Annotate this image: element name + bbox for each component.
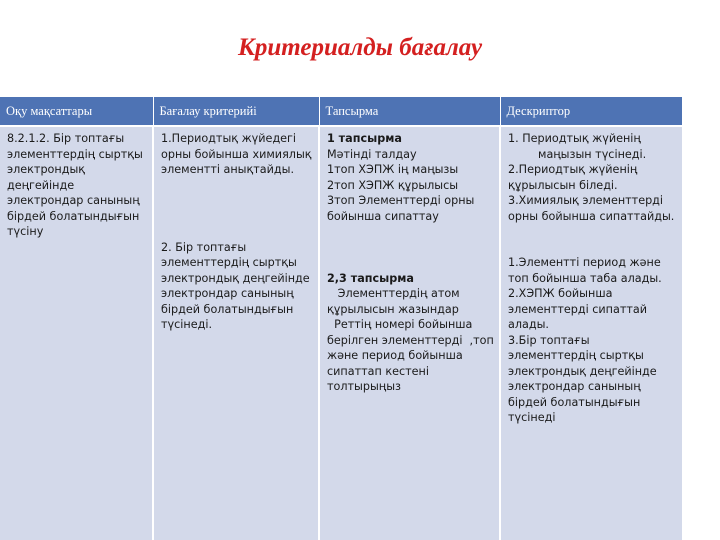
task-1-line: 2топ ХЭПЖ құрылысы [327, 178, 459, 192]
criterion-1: 1.Периодтық жүйедегі орны бойынша химиялық элементті анықтайды. [161, 132, 312, 176]
cell-descriptors [500, 126, 682, 540]
descriptor-2-item: 2.ХЭПЖ бойынша элементтерді сипаттай алады. [508, 287, 647, 331]
header-descriptor: Дескриптор [500, 97, 682, 126]
table-row [0, 126, 682, 540]
descriptor-1-indent: маңызын түсінеді. [538, 147, 647, 161]
descriptor-1-item: 3.Химиялық элементтерді орны бойынша сипаттайды. [508, 194, 675, 223]
header-learning-goals: Оқу мақсаттары [0, 97, 153, 126]
task-1-line: 3топ Элементтерді орны бойынша сипаттау [327, 194, 475, 223]
task-1-title: 1 тапсырма [327, 132, 402, 145]
criterion-2: 2. Бір топтағы элементтердің сыртқы электрондық деңгейінде электрондар санының бірдей болатындығын түсінеді. [161, 240, 310, 331]
descriptor-2-item: 1.Элементті период және топ бойынша таба алады. [508, 256, 662, 285]
table-header-row [0, 97, 682, 126]
header-assessment-criterion: Бағалау критерийі [153, 97, 319, 126]
learning-goal-text: 8.2.1.2. Бір топтағы элементтердің сыртқы электрондық деңгейінде электрондар санының бірдей болатындығын түсіну [7, 132, 143, 238]
cell-criteria [153, 126, 319, 540]
assessment-table [0, 97, 682, 540]
descriptor-2-item: 3.Бір топтағы элементтердің сыртқы электрондық деңгейінде электрондар санының бірдей болатындығын түсінеді [508, 333, 657, 424]
descriptor-1-first: 1. Периодтық жүйенің [508, 132, 641, 145]
task-2-title: 2,3 тапсырма [327, 271, 414, 285]
page-title: Критериалды бағалау [237, 34, 483, 61]
descriptor-1-item: 2.Периодтық жүйенің құрылысын біледі. [508, 163, 638, 192]
task-1-line: Мәтінді талдау [327, 147, 417, 161]
cell-learning-goal [0, 126, 153, 540]
task-2-line: Элементтердің атом құрылысын жазындар [327, 287, 464, 316]
task-2-line: Реттің номері бойынша берілген элементтерді ,топ және период бойынша сипаттап кестені толтырыңыз [327, 318, 498, 393]
cell-tasks [319, 126, 500, 540]
task-1-line: 1топ ХЭПЖ ің маңызы [327, 163, 459, 176]
header-task: Тапсырма [319, 97, 500, 126]
